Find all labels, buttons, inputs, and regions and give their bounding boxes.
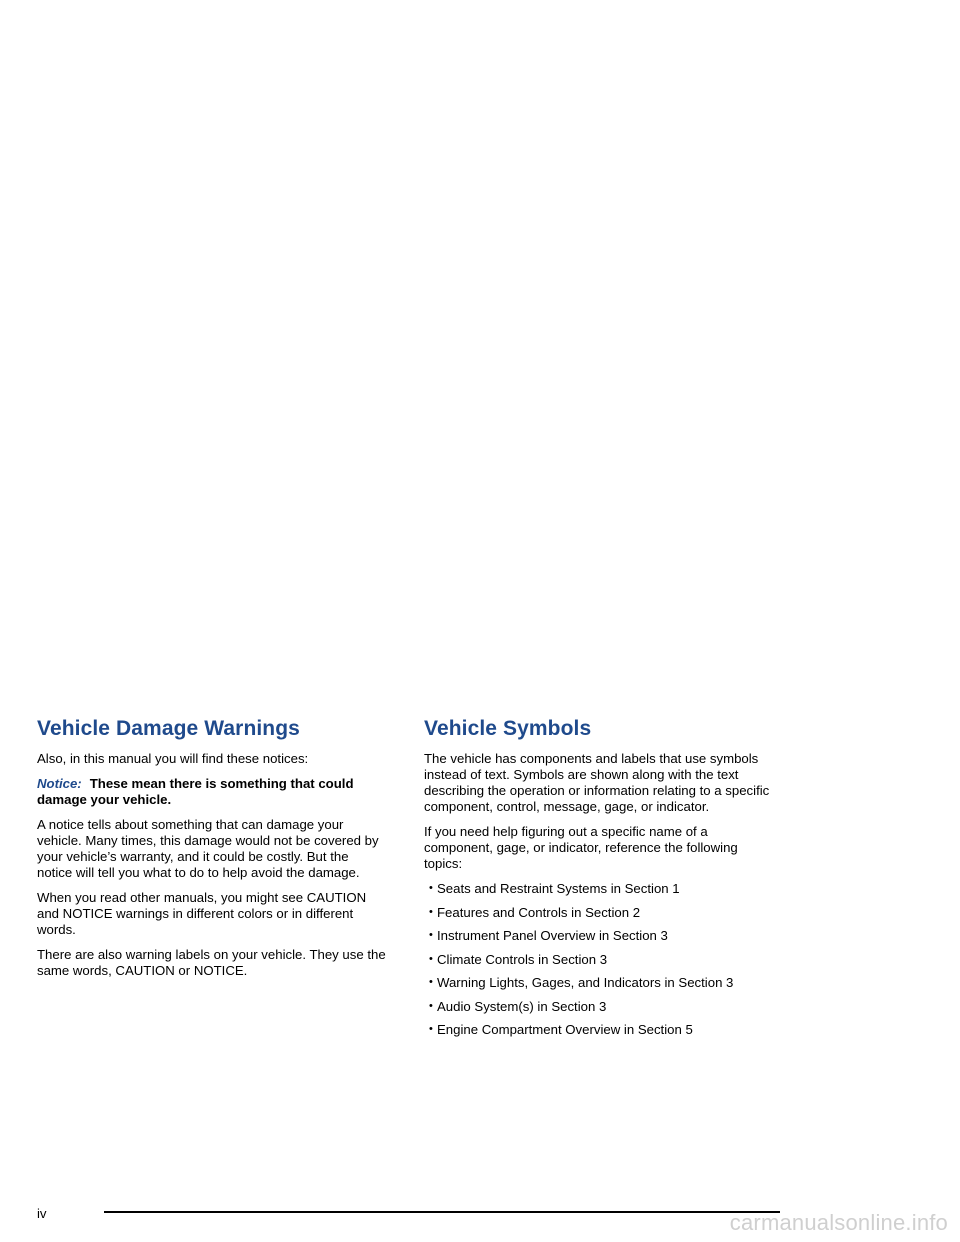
bullet-icon: • xyxy=(429,905,433,918)
section-title-vehicle-damage-warnings: Vehicle Damage Warnings xyxy=(37,717,300,740)
bullet-icon: • xyxy=(429,999,433,1012)
list-item-text: Engine Compartment Overview in Section 5 xyxy=(437,1022,693,1037)
notice-paragraph xyxy=(37,776,387,808)
list-item-text: Climate Controls in Section 3 xyxy=(437,951,608,967)
vehicle-symbols-section xyxy=(424,716,774,1046)
list-item-text: Warning Lights, Gages, and Indicators in Section 3 xyxy=(437,975,734,990)
notice-text: These mean there is something that could damage your vehicle. xyxy=(37,776,354,807)
bullet-icon: • xyxy=(429,882,433,894)
paragraph-symbols-intro: The vehicle has components and labels that use symbols instead of text. Symbols are shown along with the text describing the operation or information relating to a specific component, control, message, gage, or indicator. xyxy=(424,751,770,814)
list-item xyxy=(424,928,774,944)
list-item xyxy=(424,952,774,968)
section-title-vehicle-symbols: Vehicle Symbols xyxy=(424,717,592,740)
list-item-text: Instrument Panel Overview in Section 3 xyxy=(437,928,668,943)
list-item xyxy=(424,975,774,991)
bullet-icon: • xyxy=(429,952,433,965)
list-item-text: Seats and Restraint Systems in Section 1 xyxy=(437,881,680,896)
bullet-icon: • xyxy=(429,976,433,988)
list-item-text: Audio System(s) in Section 3 xyxy=(437,998,607,1014)
watermark: carmanualsonline.info xyxy=(729,1210,948,1235)
footer-divider xyxy=(104,1211,780,1213)
topics-list xyxy=(424,881,774,1038)
list-item-text: Features and Controls in Section 2 xyxy=(437,904,641,920)
bullet-icon: • xyxy=(429,929,433,941)
paragraph-other-manuals: When you read other manuals, you might see CAUTION and NOTICE warnings in different colors or in different words. xyxy=(37,890,367,937)
list-item xyxy=(424,1022,774,1038)
page-number: iv xyxy=(37,1206,47,1221)
vehicle-damage-warnings-section xyxy=(37,716,387,988)
paragraph-warning-labels: There are also warning labels on your vehicle. They use the same words, CAUTION or NOTICE. xyxy=(37,947,386,978)
list-item xyxy=(424,905,774,921)
notice-label: Notice: xyxy=(37,776,82,791)
list-item xyxy=(424,999,774,1015)
intro-paragraph: Also, in this manual you will find these notices: xyxy=(37,751,309,766)
bullet-icon: • xyxy=(429,1023,433,1035)
list-item xyxy=(424,881,774,897)
paragraph-topics-intro: If you need help figuring out a specific name of a component, gage, or indicator, reference the following topics: xyxy=(424,824,738,871)
paragraph-notice-explanation: A notice tells about something that can damage your vehicle. Many times, this damage would not be covered by your vehicle’s warranty, and it could be costly. But the notice will tell you what to do to help avoid the damage. xyxy=(37,817,379,880)
